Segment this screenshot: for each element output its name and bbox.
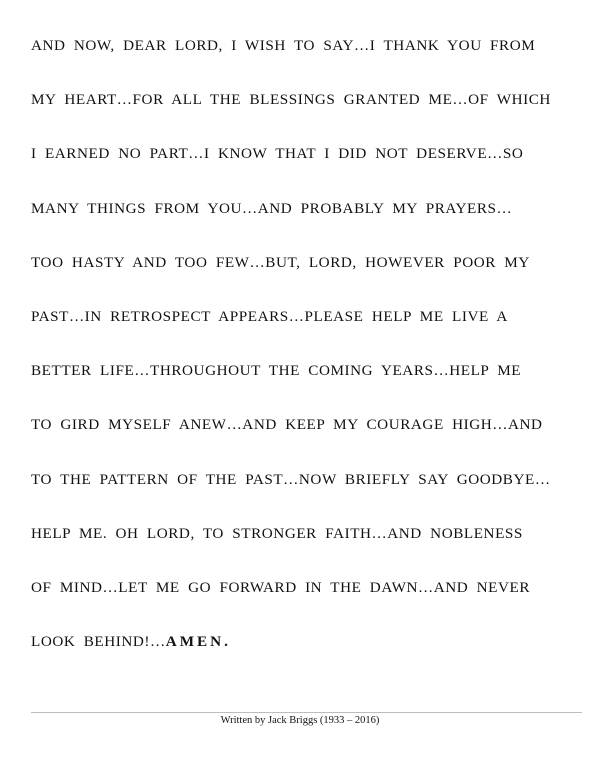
poem-last-line-text: LOOK BEHIND!… xyxy=(31,633,166,651)
footer-divider xyxy=(31,712,582,713)
poem-line-5: TOO HASTY AND TOO FEW…BUT, LORD, HOWEVER POOR MY xyxy=(31,253,530,271)
poem-line-9: TO THE PATTERN OF THE PAST…NOW BRIEFLY SAY GOODBYE… xyxy=(31,470,551,488)
author-credit: Written by Jack Briggs (1933 – 2016) xyxy=(220,715,380,726)
poem-line-12 xyxy=(31,632,576,686)
poem-line-4: MANY THINGS FROM YOU…AND PROBABLY MY PRAYERS… xyxy=(31,199,513,217)
poem-body xyxy=(31,36,576,686)
poem-line-1: AND NOW, DEAR LORD, I WISH TO SAY…I THANK YOU FROM xyxy=(31,37,536,54)
poem-line-7: BETTER LIFE…THROUGHOUT THE COMING YEARS…HELP ME xyxy=(31,362,522,380)
poem-line-2: MY HEART…FOR ALL THE BLESSINGS GRANTED ME…OF WHICH xyxy=(31,91,551,109)
amen-text: AMEN. xyxy=(165,633,231,651)
poem-line-11: OF MIND…LET ME GO FORWARD IN THE DAWN…AND NEVER xyxy=(31,578,531,596)
poem-line-6: PAST…IN RETROSPECT APPEARS…PLEASE HELP ME LIVE A xyxy=(31,307,508,325)
poem-line-10: HELP ME. OH LORD, TO STRONGER FAITH…AND NOBLENESS xyxy=(31,524,523,542)
poem-line-3: I EARNED NO PART…I KNOW THAT I DID NOT DESERVE…SO xyxy=(31,145,524,163)
poem-line-8: TO GIRD MYSELF ANEW…AND KEEP MY COURAGE HIGH…AND xyxy=(31,416,543,434)
